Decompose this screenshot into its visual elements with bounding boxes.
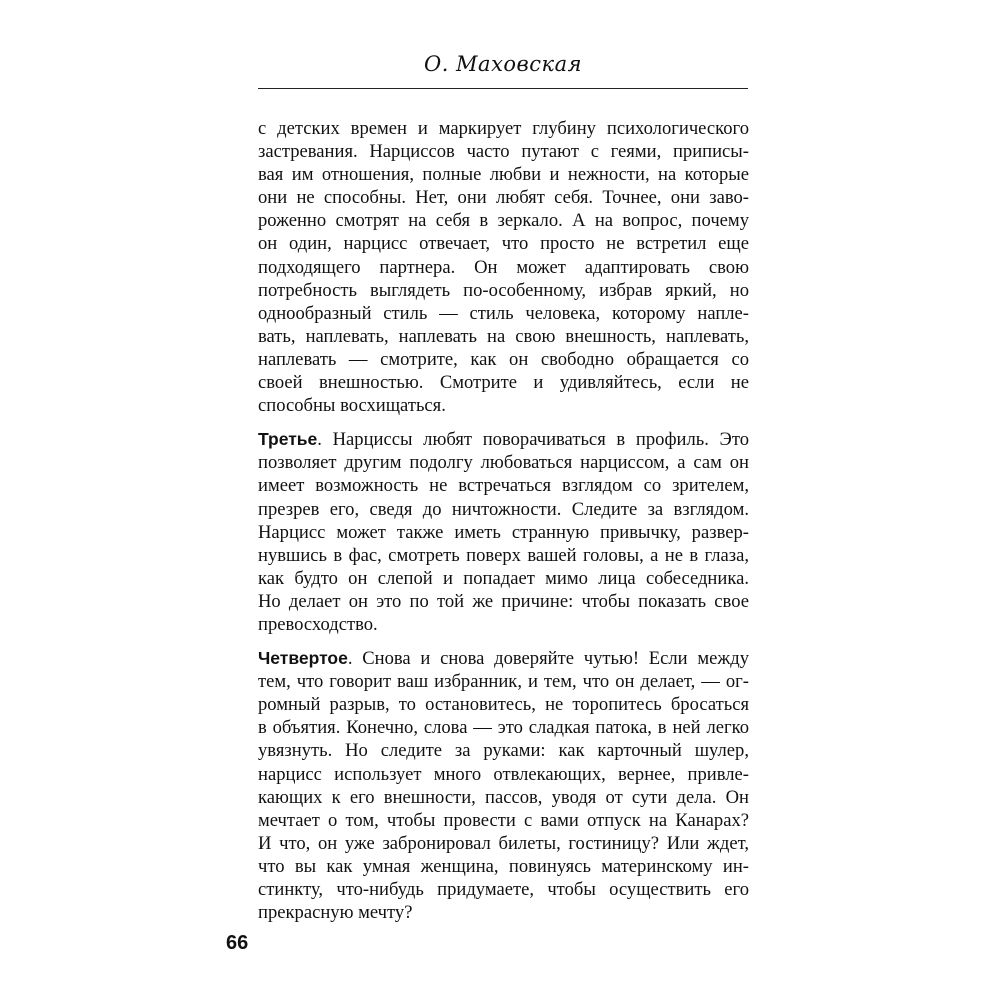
text-line: наплевать — смотрите, как он свободно обращается со bbox=[258, 348, 749, 370]
text-line: Нарцисс может также иметь странную привычку, развер- bbox=[258, 521, 749, 543]
text-line: нувшись в фас, смотреть поверх вашей головы, а не в глаза, bbox=[258, 544, 749, 566]
text-line: вая им отношения, полные любви и нежности, на которые bbox=[258, 164, 749, 186]
text-line: застревания. Нарциссов часто путают с геями, приписы- bbox=[258, 141, 749, 163]
text-line: что вы как умная женщина, повинуясь материнскому ин- bbox=[258, 855, 749, 877]
page-number: 66 bbox=[226, 932, 249, 954]
text-line: кающих к его внешности, пассов, уводя от сути дела. Он bbox=[258, 786, 749, 808]
text-fragment: . Нарциссы любят поворачиваться в профиль. Это bbox=[317, 429, 749, 451]
text-line: нарцисс использует много отвлекающих, вернее, привле- bbox=[258, 763, 749, 785]
text-line: презрев его, сведя до ничтожности. Следите за взглядом. bbox=[258, 498, 749, 520]
paragraph-lead-word: Третье bbox=[258, 429, 318, 450]
text-line: своей внешностью. Смотрите и удивляйтесь, если не bbox=[258, 372, 749, 394]
paragraph-lead-word: Четвертое bbox=[258, 648, 348, 669]
text-line: они не способны. Нет, они любят себя. Точнее, они заво- bbox=[258, 187, 749, 209]
text-line-lead bbox=[258, 647, 749, 670]
text-line: увязнуть. Но следите за руками: как карточный шулер, bbox=[258, 740, 749, 762]
text-line: с детских времен и маркирует глубину психологического bbox=[258, 118, 749, 139]
text-line: вать, наплевать, наплевать на свою внешность, наплевать, bbox=[258, 325, 749, 347]
text-line: потребность выглядеть по-особенному, избрав яркий, но bbox=[258, 279, 749, 301]
body-text bbox=[258, 117, 749, 924]
text-line: имеет возможность не встречаться взглядом со зрителем, bbox=[258, 475, 749, 497]
paragraph-1 bbox=[258, 117, 749, 417]
paragraph-2 bbox=[258, 428, 749, 636]
text-line: И что, он уже забронировал билеты, гостиницу? Или ждет, bbox=[258, 832, 749, 854]
header-rule bbox=[258, 88, 748, 89]
text-line: превосходство. bbox=[258, 613, 378, 635]
text-line: ромный разрыв, то остановитесь, не торопитесь бросаться bbox=[258, 694, 749, 716]
text-line: роженно смотрят на себя в зеркало. А на вопрос, почему bbox=[258, 210, 749, 232]
text-line: Но делает он это по той же причине: чтобы показать свое bbox=[258, 590, 749, 612]
text-fragment: . Снова и снова доверяйте чутью! Если между bbox=[347, 648, 749, 670]
text-line: прекрасную мечту? bbox=[258, 902, 413, 924]
text-line: способны восхищаться. bbox=[258, 395, 446, 417]
running-head-author: О. Маховская bbox=[423, 52, 583, 76]
text-line: подходящего партнера. Он может адаптировать свою bbox=[258, 256, 749, 278]
text-line: позволяет другим подолгу любоваться нарциссом, а сам он bbox=[258, 452, 749, 474]
text-line: в объятия. Конечно, слова — это сладкая патока, в ней легко bbox=[258, 717, 749, 739]
text-line-lead bbox=[258, 428, 749, 451]
text-line: он один, нарцисс отвечает, что просто не встретил еще bbox=[258, 233, 749, 255]
text-line: тем, что говорит ваш избранник, и тем, что он делает, — ог- bbox=[258, 671, 749, 693]
text-line: однообразный стиль — стиль человека, которому напле- bbox=[258, 302, 749, 324]
text-line: как будто он слепой и попадает мимо лица собеседника. bbox=[258, 567, 749, 589]
text-line: стинкту, что-нибудь придумаете, чтобы осуществить его bbox=[258, 879, 749, 900]
paragraph-3 bbox=[258, 647, 749, 924]
text-line: мечтает о том, чтобы провести с вами отпуск на Канарах? bbox=[258, 809, 749, 831]
